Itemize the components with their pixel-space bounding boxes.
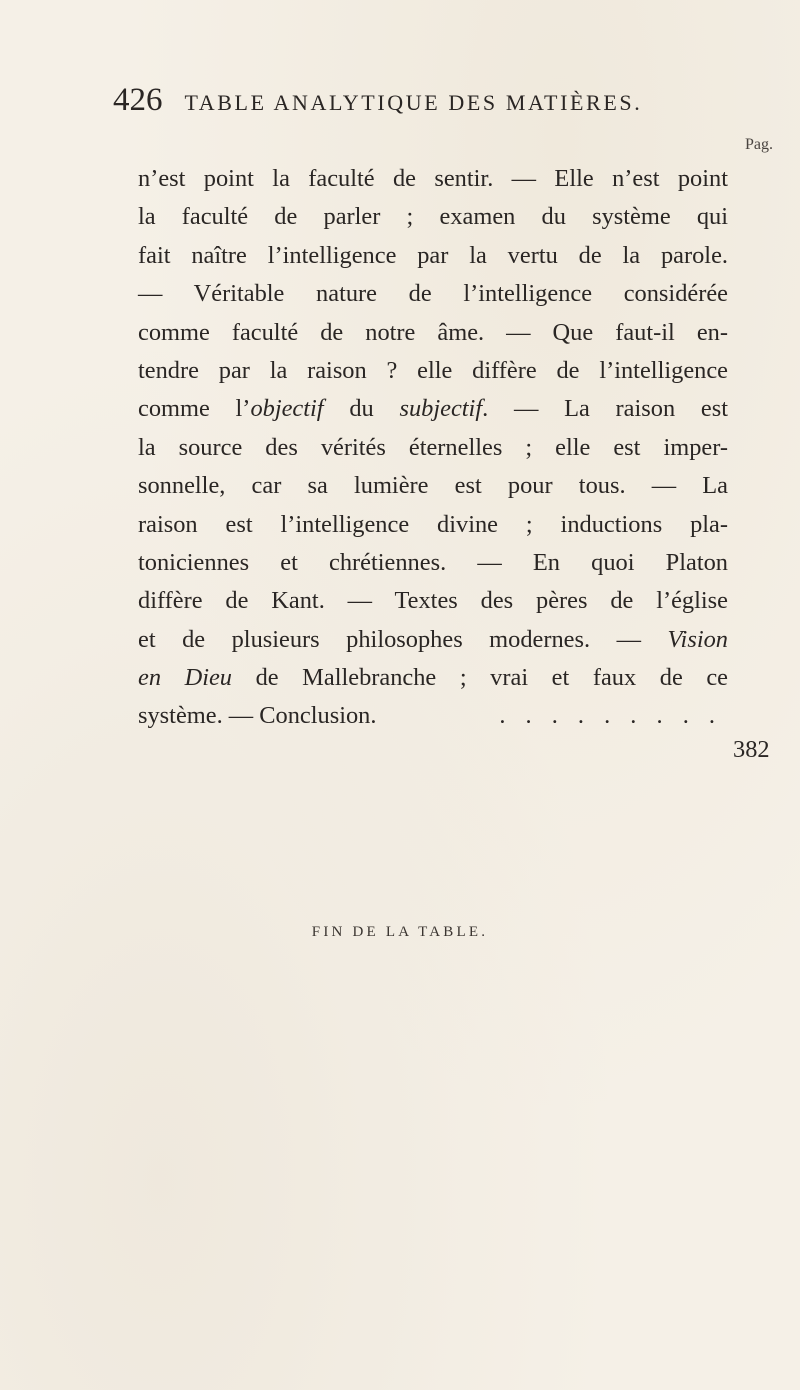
text-run: . — La raison est xyxy=(482,395,728,423)
entry-line: la source des vérités éternelles ; elle est imper- xyxy=(138,433,728,461)
entry-line xyxy=(138,390,728,428)
end-of-table-label: FIN DE LA TABLE. xyxy=(311,924,489,940)
entry-line: la faculté de parler ; examen du système qui xyxy=(138,203,728,231)
entry-line: fait naître l’intelligence par la vertu de la parole. xyxy=(138,241,728,269)
page-number: 426 xyxy=(113,82,163,118)
text-run: de Mallebranche ; vrai et faux de ce xyxy=(232,664,728,692)
italic-term: en Dieu xyxy=(138,664,233,692)
entry-line: toniciennes et chrétiennes. — En quoi Platon xyxy=(138,548,728,576)
entry-last-line xyxy=(138,697,728,735)
running-head-title: TABLE ANALYTIQUE DES MATIÈRES. xyxy=(184,90,643,115)
italic-term: Vision xyxy=(667,625,728,653)
running-head xyxy=(113,82,673,122)
table-entry xyxy=(138,160,728,736)
entry-line-text: système. — Conclusion. xyxy=(138,702,377,730)
entry-line: raison est l’intelligence divine ; inductions pla- xyxy=(138,510,728,538)
entry-line: comme faculté de notre âme. — Que faut-il en- xyxy=(138,318,728,346)
italic-term: subjectif xyxy=(399,395,483,423)
text-run: du xyxy=(323,395,400,423)
entry-line: diffère de Kant. — Textes des pères de l’église xyxy=(138,587,728,615)
entry-line xyxy=(138,621,728,659)
entry-line: sonnelle, car sa lumière est pour tous. — La xyxy=(138,472,728,500)
text-run: et de plusieurs philosophes modernes. — xyxy=(138,625,668,653)
text-run: comme l’ xyxy=(138,395,251,423)
entry-line: n’est point la faculté de sentir. — Elle n’est point xyxy=(138,165,728,192)
page-reference: 382 xyxy=(733,736,770,763)
page-column-label: Pag. xyxy=(745,136,773,153)
entry-line: tendre par la raison ? elle diffère de l’intelligence xyxy=(138,356,728,384)
entry-line: — Véritable nature de l’intelligence considérée xyxy=(138,280,728,308)
entry-line xyxy=(138,659,728,697)
italic-term: objectif xyxy=(250,395,324,423)
dot-leader: . . . . . . . . . xyxy=(499,702,722,730)
